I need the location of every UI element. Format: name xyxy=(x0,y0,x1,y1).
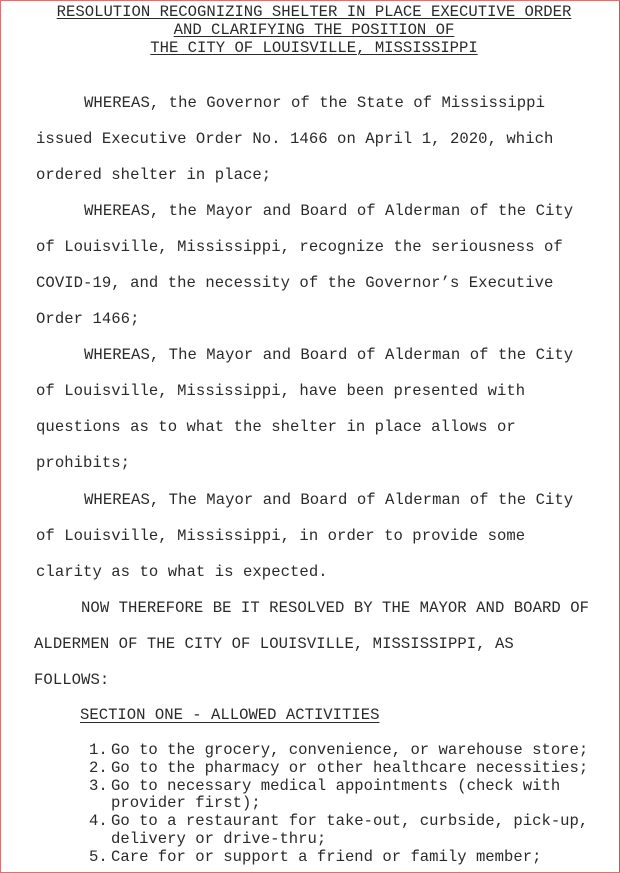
paragraph-2-line-1: WHEREAS, the Mayor and Board of Alderman of the City xyxy=(84,202,574,220)
list-item-text: Go to a restaurant for take-out, curbside, pick-up, xyxy=(111,812,589,831)
paragraph-2-line-3: COVID-19, and the necessity of the Governor’s Executive xyxy=(36,274,554,292)
list-item-number: 4. xyxy=(89,812,108,831)
list-item-number: 3. xyxy=(89,776,108,795)
list-item xyxy=(89,778,588,796)
list-item-text: Care for or support a friend or family member; xyxy=(111,847,542,866)
paragraph-3-line-1: WHEREAS, The Mayor and Board of Alderman of the City xyxy=(84,346,574,364)
paragraph-3-line-4: prohibits; xyxy=(36,454,131,472)
list-item-number: 1. xyxy=(89,741,108,759)
paragraph-1-line-3: ordered shelter in place; xyxy=(36,166,272,184)
resolution-title xyxy=(1,3,619,57)
paragraph-1-line-1: WHEREAS, the Governor of the State of Mississippi xyxy=(84,94,545,112)
list-item-continuation: provider first); xyxy=(111,794,261,813)
list-item-number: 5. xyxy=(89,847,108,866)
paragraph-5-line-1: NOW THEREFORE BE IT RESOLVED BY THE MAYOR AND BOARD OF xyxy=(81,599,590,617)
section-one-heading: SECTION ONE - ALLOWED ACTIVITIES xyxy=(80,706,380,724)
list-item-text: Go to the pharmacy or other healthcare necessities; xyxy=(111,758,589,777)
paragraph-4-line-3: clarity as to what is expected. xyxy=(36,563,328,581)
paragraph-3-line-2: of Louisville, Mississippi, have been presented with xyxy=(36,382,526,400)
paragraph-2-line-2: of Louisville, Mississippi, recognize the seriousness of xyxy=(36,238,563,256)
list-item xyxy=(89,742,588,760)
list-item-continuation: delivery or drive-thru; xyxy=(111,829,327,848)
allowed-activities-list xyxy=(89,742,588,867)
list-item xyxy=(89,849,588,867)
paragraph-1-line-2: issued Executive Order No. 1466 on April 1, 2020, which xyxy=(36,130,554,148)
list-item-number: 2. xyxy=(89,758,108,777)
list-item-text: Go to necessary medical appointments (check with xyxy=(111,776,561,795)
list-item xyxy=(89,760,588,778)
paragraph-5-line-2: ALDERMEN OF THE CITY OF LOUISVILLE, MISSISSIPPI, AS xyxy=(34,635,514,653)
title-line-1: RESOLUTION RECOGNIZING SHELTER IN PLACE EXECUTIVE ORDER xyxy=(56,3,572,21)
paragraph-5-line-3: FOLLOWS: xyxy=(34,671,110,689)
title-line-3: THE CITY OF LOUISVILLE, MISSISSIPPI xyxy=(150,39,478,57)
list-item-text: Go to the grocery, convenience, or warehouse store; xyxy=(111,741,589,759)
list-item xyxy=(89,813,588,831)
paragraph-2-line-4: Order 1466; xyxy=(36,310,140,328)
paragraph-3-line-3: questions as to what the shelter in place allows or xyxy=(36,418,516,436)
title-line-2: AND CLARIFYING THE POSITION OF xyxy=(173,21,455,39)
paragraph-4-line-2: of Louisville, Mississippi, in order to provide some xyxy=(36,527,526,545)
paragraph-4-line-1: WHEREAS, The Mayor and Board of Alderman of the City xyxy=(84,491,574,509)
